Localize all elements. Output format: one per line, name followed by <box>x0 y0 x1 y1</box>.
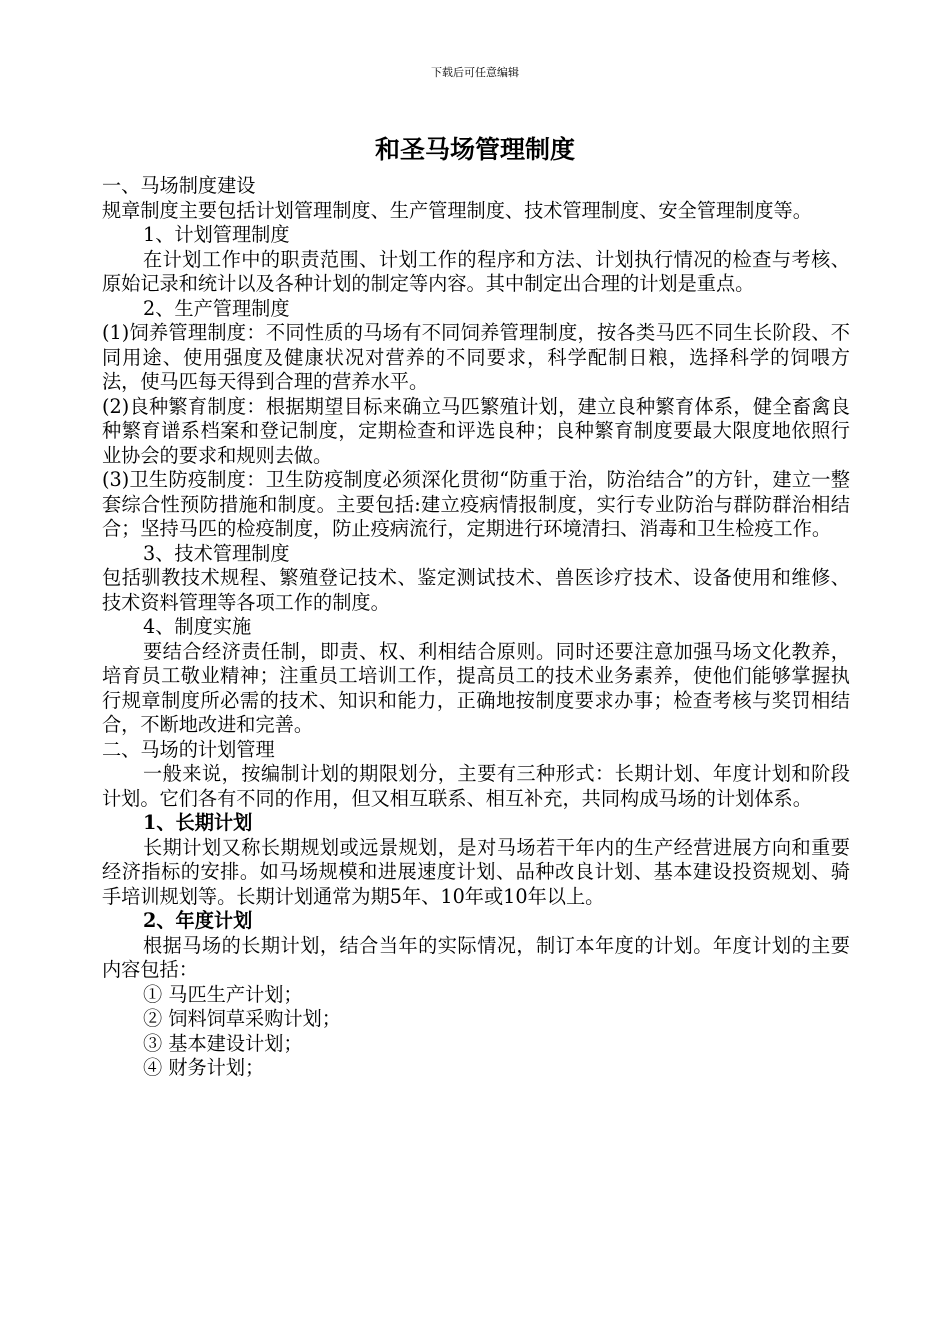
paragraph: (3)卫生防疫制度：卫生防疫制度必须深化贯彻“防重于治，防治结合”的方针，建立一整套综合性预防措施和制度。主要包括:建立疫病情报制度，实行专业防治与群防群治相结合；坚持马匹的检疫制度，防止疫病流行，定期进行环境清扫、消毒和卫生检疫工作。 <box>102 468 850 540</box>
paragraph: 包括驯教技术规程、繁殖登记技术、鉴定测试技术、兽医诊疗技术、设备使用和维修、技术资料管理等各项工作的制度。 <box>102 566 850 614</box>
section-heading-1: 一、马场制度建设 <box>102 174 256 197</box>
subsection-heading: 2、年度计划 <box>143 909 253 932</box>
subsection-heading: 1、计划管理制度 <box>143 223 290 246</box>
paragraph: 长期计划又称长期规划或远景规划，是对马场若干年内的生产经营进展方向和重要经济指标的安排。如马场规模和进展速度计划、品种改良计划、基本建设投资规划、骑手培训规划等。长期计划通常为期5年、10年或10年以上。 <box>102 835 850 908</box>
list-item: ② 饲料饲草采购计划； <box>143 1007 341 1030</box>
paragraph: (2)良种繁育制度：根据期望目标来确立马匹繁殖计划，建立良种繁育体系，健全畜禽良种繁育谱系档案和登记制度，定期检查和评选良种；良种繁育制度要最大限度地依照行业协会的要求和规则去做。 <box>102 394 850 467</box>
subsection-heading: 4、制度实施 <box>143 615 252 638</box>
paragraph: (1)饲养管理制度：不同性质的马场有不同饲养管理制度，按各类马匹不同生长阶段、不同用途、使用强度及健康状况对营养的不同要求，科学配制日粮，选择科学的饲喂方法，使马匹每天得到合理的营养水平。 <box>102 321 850 393</box>
subsection-heading: 3、技术管理制度 <box>143 541 290 565</box>
subsection-heading: 1、长期计划 <box>143 811 253 834</box>
paragraph: 一般来说，按编制计划的期限划分，主要有三种形式：长期计划、年度计划和阶段计划。它们各有不同的作用，但又相互联系、相互补充，共同构成马场的计划体系。 <box>102 762 850 810</box>
section-heading-2: 二、马场的计划管理 <box>102 737 275 761</box>
document-body <box>102 174 850 1081</box>
header-note: 下载后可任意编辑 <box>431 66 519 79</box>
list-item: ① 马匹生产计划； <box>143 982 303 1006</box>
paragraph: 根据马场的长期计划，结合当年的实际情况，制订本年度的计划。年度计划的主要内容包括： <box>102 933 850 981</box>
document-title: 和圣马场管理制度 <box>374 135 575 164</box>
subsection-heading: 2、生产管理制度 <box>143 296 290 320</box>
paragraph: 规章制度主要包括计划管理制度、生产管理制度、技术管理制度、安全管理制度等。 <box>102 198 812 222</box>
paragraph: 在计划工作中的职责范围、计划工作的程序和方法、计划执行情况的检查与考核、原始记录和统计以及各种计划的制定等内容。其中制定出合理的计划是重点。 <box>102 247 850 295</box>
list-item: ③ 基本建设计划； <box>143 1031 303 1055</box>
paragraph: 要结合经济责任制，即责、权、利相结合原则。同时还要注意加强马场文化教养，培育员工敬业精神；注重员工培训工作，提高员工的技术业务素养，使他们能够掌握执行规章制度所必需的技术、知识和能力，正确地按制度要求办事；检查考核与奖罚相结合，不断地改进和完善。 <box>102 639 850 736</box>
list-item: ④ 财务计划； <box>143 1056 265 1079</box>
